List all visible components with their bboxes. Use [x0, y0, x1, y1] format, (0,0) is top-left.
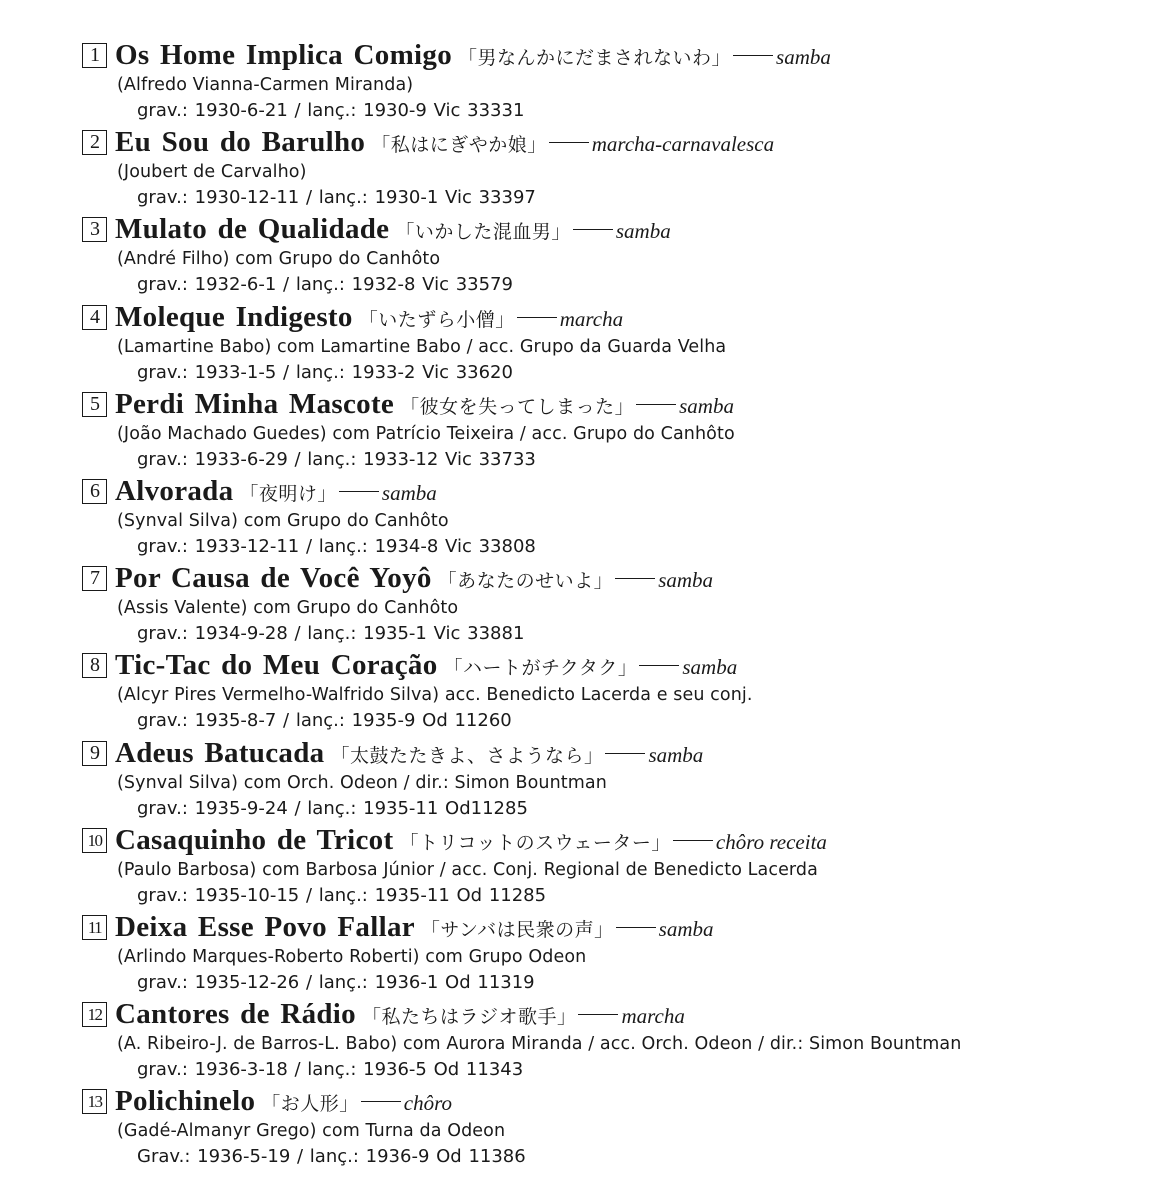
track-number: 10: [82, 828, 107, 853]
track-title-line: [82, 212, 1142, 246]
track-entry: [82, 38, 1142, 125]
track-credits: (Assis Valente) com Grupo do Canhôto: [117, 598, 459, 619]
track-title: Alvorada: [115, 474, 234, 507]
track-title-line: [82, 561, 1142, 595]
track-recording-details: grav.: 1933-1-5 / lanç.: 1933-2 Vic 33620: [137, 361, 513, 383]
track-title-line: [82, 474, 1142, 508]
em-dash: [615, 578, 655, 579]
track-genre: samba: [648, 742, 704, 767]
track-entry: [82, 997, 1142, 1084]
track-number: 6: [82, 479, 107, 504]
track-recording-details: grav.: 1932-6-1 / lanç.: 1932-8 Vic 33579: [137, 274, 513, 296]
track-entry: [82, 212, 1142, 299]
track-title-line: [82, 1084, 1142, 1118]
track-recording-details: grav.: 1933-12-11 / lanç.: 1934-8 Vic 33808: [137, 535, 536, 557]
track-credits: (André Filho) com Grupo do Canhôto: [117, 249, 441, 270]
track-number: 8: [82, 653, 107, 678]
track-entry: [82, 910, 1142, 997]
track-recording-details: grav.: 1936-3-18 / lanç.: 1936-5 Od 11343: [137, 1059, 524, 1081]
track-title: Eu Sou do Barulho: [115, 126, 366, 159]
track-title: Os Home Implica Comigo: [115, 39, 452, 71]
track-title-line: [82, 736, 1142, 770]
track-entry: [82, 736, 1142, 823]
track-list: [82, 38, 1142, 1171]
track-title-line: [82, 125, 1142, 159]
track-title-line: [82, 648, 1142, 682]
em-dash: [636, 404, 676, 405]
em-dash: [616, 927, 656, 928]
track-japanese-title: 「ハートがチクタク」: [443, 657, 638, 680]
track-japanese-title: 「夜明け」: [239, 482, 337, 505]
track-title: Mulato de Qualidade: [115, 213, 390, 246]
em-dash: [549, 142, 589, 143]
track-recording-details: grav.: 1934-9-28 / lanç.: 1935-1 Vic 33881: [137, 623, 525, 645]
track-credits: (Arlindo Marques-Roberto Roberti) com Grupo Odeon: [117, 946, 587, 967]
track-title-line: [82, 997, 1142, 1031]
track-genre: marcha: [621, 1004, 685, 1029]
track-genre: marcha-carnavalesca: [591, 132, 775, 157]
track-genre: chôro receita: [715, 829, 827, 854]
em-dash: [361, 1101, 401, 1102]
em-dash: [639, 665, 679, 666]
track-entry: [82, 648, 1142, 735]
em-dash: [339, 491, 379, 492]
track-recording-details: grav.: 1935-10-15 / lanç.: 1935-11 Od 11285: [137, 884, 547, 906]
em-dash: [573, 229, 613, 230]
em-dash: [517, 317, 557, 318]
em-dash: [578, 1014, 618, 1015]
track-title-line: [82, 387, 1142, 421]
track-credits: (Synval Silva) com Orch. Odeon / dir.: Simon Bountman: [117, 772, 607, 793]
track-number: 11: [82, 915, 107, 940]
track-number: 5: [82, 392, 107, 417]
track-japanese-title: 「サンバは民衆の声」: [420, 918, 614, 941]
track-credits: (Synval Silva) com Grupo do Canhôto: [117, 510, 449, 531]
track-entry: [82, 125, 1142, 212]
track-recording-details: grav.: 1935-8-7 / lanç.: 1935-9 Od 11260: [137, 710, 512, 732]
track-title: Cantores de Rádio: [115, 998, 356, 1031]
track-title: Tic-Tac do Meu Coração: [115, 649, 438, 682]
track-number: 4: [82, 305, 107, 330]
track-genre: samba: [658, 916, 714, 941]
track-japanese-title: 「私たちはラジオ歌手」: [361, 1006, 577, 1029]
track-recording-details: grav.: 1930-6-21 / lanç.: 1930-9 Vic 33331: [137, 100, 525, 121]
track-genre: samba: [615, 219, 671, 244]
track-title-line: [82, 910, 1142, 944]
track-credits: (A. Ribeiro-J. de Barros-L. Babo) com Aurora Miranda / acc. Orch. Odeon / dir.: Simon Bountman: [117, 1034, 962, 1055]
track-number: 12: [82, 1002, 107, 1027]
track-credits: (João Machado Guedes) com Patrício Teixeira / acc. Grupo do Canhôto: [117, 423, 735, 444]
track-credits: (Gadé-Almanyr Grego) com Turna da Odeon: [117, 1121, 506, 1142]
track-recording-details: grav.: 1933-6-29 / lanç.: 1933-12 Vic 33733: [137, 448, 536, 470]
track-recording-details: Grav.: 1936-5-19 / lanç.: 1936-9 Od 11386: [137, 1146, 526, 1168]
track-credits: (Alfredo Vianna-Carmen Miranda): [117, 75, 414, 95]
track-japanese-title: 「太鼓たたきよ、さようなら」: [330, 744, 604, 767]
track-credits: (Paulo Barbosa) com Barbosa Júnior / acc. Conj. Regional de Benedicto Lacerda: [117, 859, 818, 880]
track-title: Polichinelo: [115, 1085, 256, 1118]
track-credits: (Joubert de Carvalho): [117, 162, 307, 183]
track-title-line: [82, 38, 1142, 72]
track-number: 13: [82, 1089, 107, 1114]
track-title: Adeus Batucada: [115, 736, 325, 769]
track-entry: [82, 387, 1142, 474]
track-japanese-title: 「いたずら小僧」: [358, 308, 515, 331]
track-entry: [82, 823, 1142, 910]
track-recording-details: grav.: 1935-9-24 / lanç.: 1935-11 Od11285: [137, 797, 528, 819]
track-title-line: [82, 300, 1142, 334]
track-entry: [82, 561, 1142, 648]
track-genre: marcha: [559, 306, 624, 331]
track-credits: (Lamartine Babo) com Lamartine Babo / acc. Grupo da Guarda Velha: [117, 336, 727, 357]
track-japanese-title: 「トリコットのスウェーター」: [399, 831, 671, 854]
track-title: Casaquinho de Tricot: [115, 823, 394, 856]
track-entry: [82, 474, 1142, 561]
track-title-line: [82, 823, 1142, 857]
em-dash: [605, 753, 645, 754]
track-japanese-title: 「男なんかにだまされないわ」: [458, 47, 732, 69]
em-dash: [733, 55, 773, 56]
track-title: Perdi Minha Mascote: [115, 387, 395, 420]
track-entry: [82, 1084, 1142, 1171]
track-number: 9: [82, 741, 107, 766]
em-dash: [673, 840, 713, 841]
track-number: 2: [82, 130, 107, 155]
track-genre: chôro: [403, 1091, 452, 1116]
track-japanese-title: 「お人形」: [261, 1093, 359, 1116]
track-genre: samba: [682, 655, 738, 680]
track-genre: samba: [658, 568, 714, 593]
track-title: Por Causa de Você Yoyô: [115, 562, 432, 595]
track-japanese-title: 「私はにぎやか娘」: [371, 134, 547, 157]
track-credits: (Alcyr Pires Vermelho-Walfrido Silva) acc. Benedicto Lacerda e seu conj.: [117, 685, 753, 706]
track-japanese-title: 「彼女を失ってしまった」: [400, 395, 635, 418]
track-genre: samba: [679, 393, 734, 418]
track-number: 3: [82, 217, 107, 242]
track-title: Moleque Indigesto: [115, 300, 353, 333]
track-number: 1: [82, 43, 107, 68]
track-recording-details: grav.: 1930-12-11 / lanç.: 1930-1 Vic 33397: [137, 187, 536, 209]
track-entry: [82, 300, 1142, 387]
track-recording-details: grav.: 1935-12-26 / lanç.: 1936-1 Od 11319: [137, 971, 535, 993]
track-genre: samba: [776, 45, 831, 69]
track-japanese-title: 「あなたのせいよ」: [437, 570, 614, 593]
track-japanese-title: 「いかした混血男」: [395, 221, 571, 244]
track-genre: samba: [381, 480, 437, 505]
track-title: Deixa Esse Povo Fallar: [115, 910, 415, 943]
track-number: 7: [82, 566, 107, 591]
